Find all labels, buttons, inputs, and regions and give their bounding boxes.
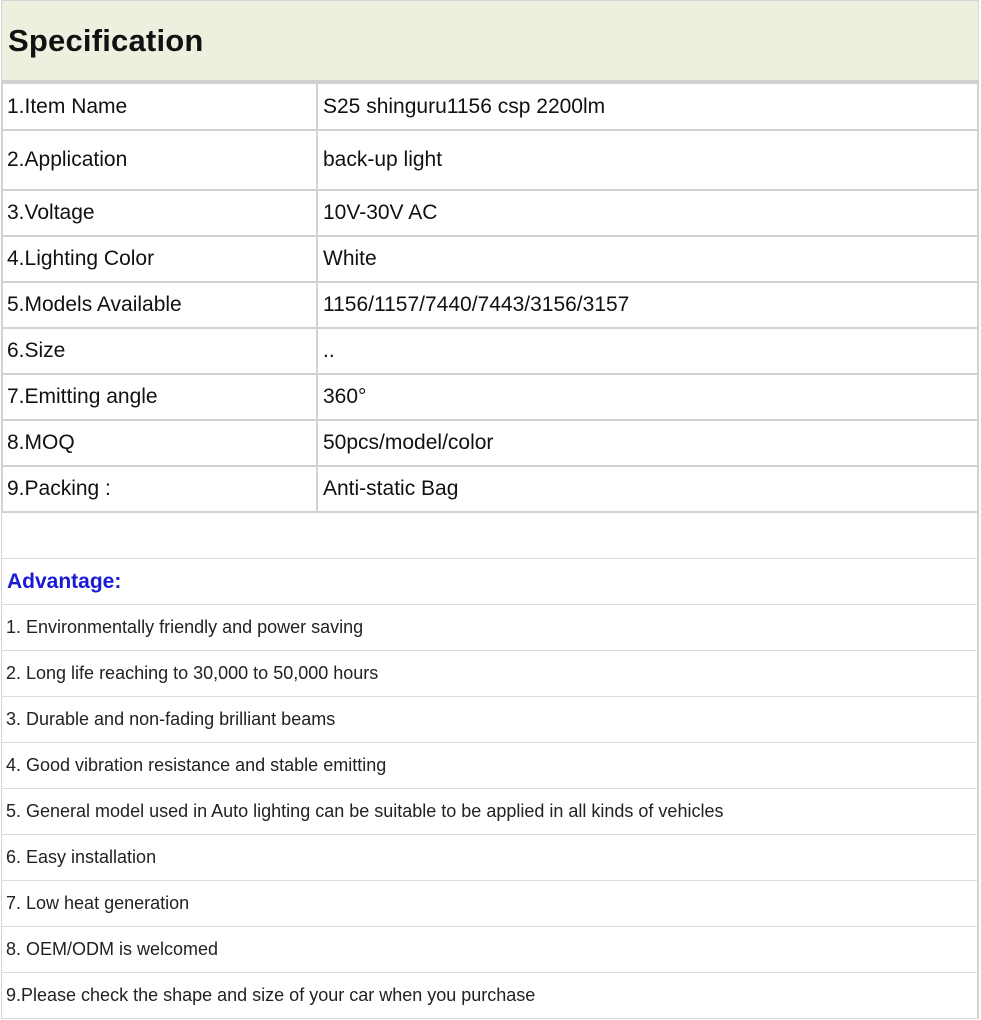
spec-row xyxy=(2,328,978,374)
spec-row xyxy=(2,130,978,190)
spec-label-item-name: 1.Item Name xyxy=(2,83,317,130)
spec-row xyxy=(2,236,978,282)
advantage-item: 8. OEM/ODM is welcomed xyxy=(1,927,979,973)
spec-row xyxy=(2,282,978,328)
advantage-item: 4. Good vibration resistance and stable emitting xyxy=(1,743,979,789)
spec-label-size: 6.Size xyxy=(2,328,317,374)
spec-row xyxy=(2,83,978,130)
spec-value-models-available: 1156/1157/7440/7443/3156/3157 xyxy=(317,282,978,328)
spec-row xyxy=(2,190,978,236)
spec-value-application: back-up light xyxy=(317,130,978,190)
empty-row xyxy=(1,513,979,559)
advantage-item: 2. Long life reaching to 30,000 to 50,000 hours xyxy=(1,651,979,697)
spec-label-moq: 8.MOQ xyxy=(2,420,317,466)
specification-sheet xyxy=(1,0,979,1019)
spec-label-lighting-color: 4.Lighting Color xyxy=(2,236,317,282)
advantage-item: 5. General model used in Auto lighting can be suitable to be applied in all kinds of vehicles xyxy=(1,789,979,835)
advantage-item: 1. Environmentally friendly and power saving xyxy=(1,605,979,651)
advantage-item: 9.Please check the shape and size of your car when you purchase xyxy=(1,973,979,1019)
advantage-item: 7. Low heat generation xyxy=(1,881,979,927)
spec-row xyxy=(2,466,978,512)
spec-label-emitting-angle: 7.Emitting angle xyxy=(2,374,317,420)
advantage-item: 3. Durable and non-fading brilliant beams xyxy=(1,697,979,743)
title-row xyxy=(1,0,979,82)
spec-table xyxy=(1,82,979,513)
spec-row xyxy=(2,420,978,466)
spec-label-application: 2.Application xyxy=(2,130,317,190)
spec-value-lighting-color: White xyxy=(317,236,978,282)
spec-value-packing: Anti-static Bag xyxy=(317,466,978,512)
spec-value-size: .. xyxy=(317,328,978,374)
spec-label-voltage: 3.Voltage xyxy=(2,190,317,236)
spec-value-item-name: S25 shinguru1156 csp 2200lm xyxy=(317,83,978,130)
spec-value-moq: 50pcs/model/color xyxy=(317,420,978,466)
advantage-item: 6. Easy installation xyxy=(1,835,979,881)
page-title: Specification xyxy=(8,22,204,58)
spec-row xyxy=(2,374,978,420)
spec-value-voltage: 10V-30V AC xyxy=(317,190,978,236)
advantage-heading: Advantage: xyxy=(1,559,979,605)
spec-value-emitting-angle: 360° xyxy=(317,374,978,420)
spec-label-packing: 9.Packing : xyxy=(2,466,317,512)
spec-label-models-available: 5.Models Available xyxy=(2,282,317,328)
